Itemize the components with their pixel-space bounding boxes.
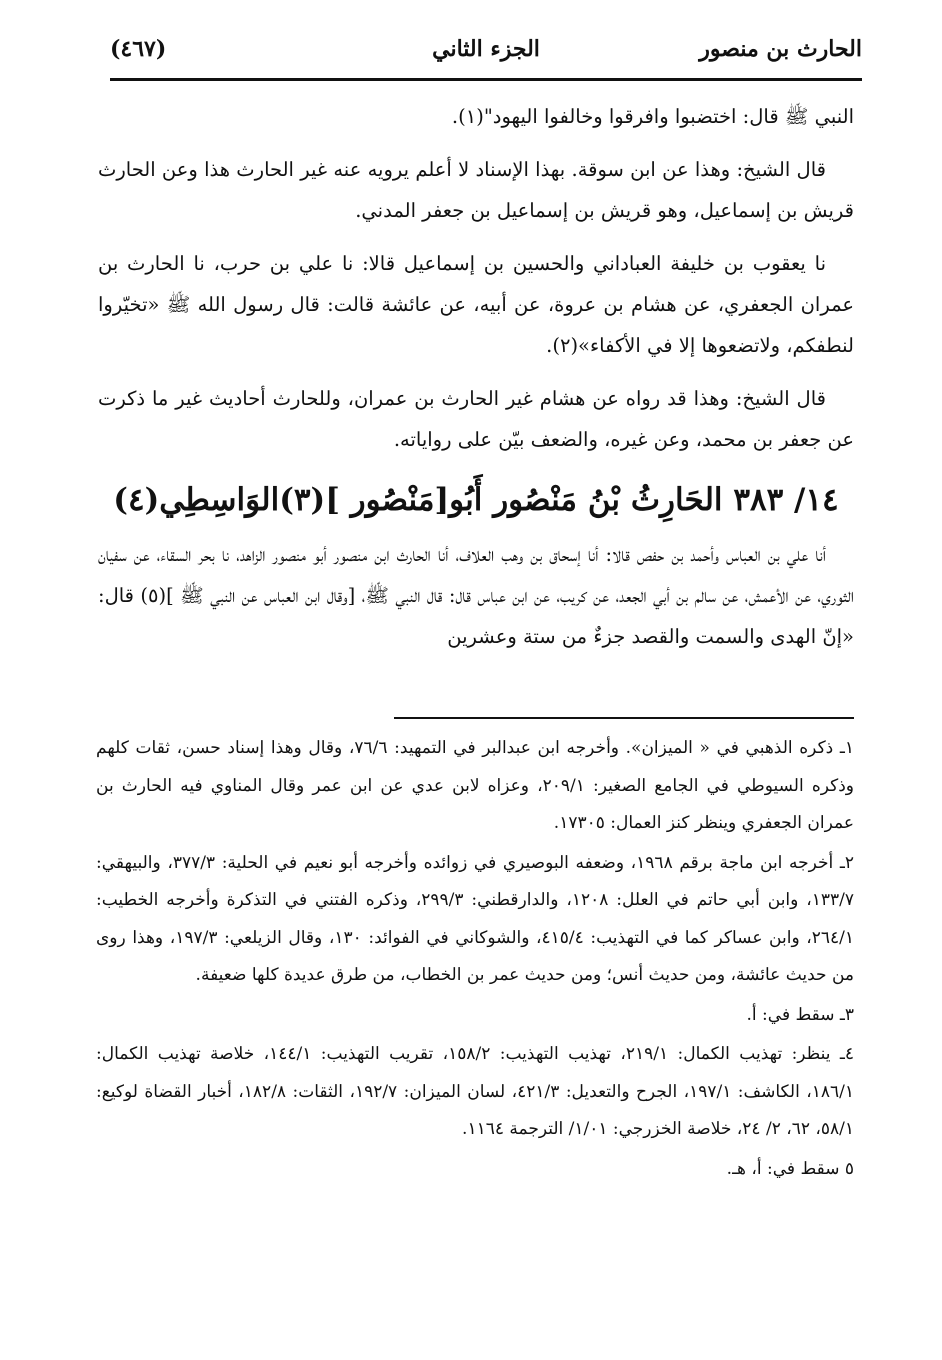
header-volume: الجزء الثاني: [432, 36, 540, 62]
footnote-1: ١ـ ذكره الذهبي في « الميزان». وأخرجه ابن عبدالبر في التمهيد: ٧٦/٦، وقال وهذا إسناد حسن، ثقات كلهم وذكره السيوطي في الجامع الصغير: ٢٠٩/١، وعزاه لابن عدي عن ابن عمر وقال المناوي فيه الحارث بن عمران الجعفري وينظر كنز العمال: ١٧٣٠٥.: [96, 738, 854, 833]
paragraph-2: قال الشيخ: وهذا عن ابن سوقة. بهذا الإسناد لا أعلم يرويه عنه غير الحارث هذا وعن الحارث قريش بن إسماعيل، وهو قريش بن إسماعيل بن جعفر المدني.: [98, 158, 854, 222]
footnotes: [96, 730, 854, 1190]
running-header: [110, 28, 862, 81]
paragraph-1: النبي ﷺ قال: اختضبوا وافرقوا وخالفوا اليهود"(١).: [451, 105, 854, 128]
entry-paragraph: أنا علي بن العباس وأحمد بن حفص قالا: أنا إسحاق بن وهب العلاف، أنا الحارث ابن منصور أبو منصور الزاهد، نا بحر السقاء، عن سفيان الثوري، عن الأعمش، عن سالم بن أبي الجعد، عن كريب، عن ابن عباس قال: قال النبي ﷺ، [وقال ابن العباس عن النبي ﷺ ](٥) قال: «إنّ الهدى والسمت والقصد جزءٌ من ستة وعشرين: [98, 543, 854, 648]
footnote-2: ٢ـ أخرجه ابن ماجة برقم ١٩٦٨، وضعفه البوصيري في زوائده وأخرجه أبو نعيم في الحلية: ٣٧٧/٣، والبيهقي: ١٣٣/٧، وابن أبي حاتم في العلل: ١٢٠٨، والدارقطني: ٢٩٩/٣، وذكره الفتني في التذكرة وأخرجه الخطيب: ٢٦٤/١، وابن عساكر كما في التهذيب: ٤١٥/٤، والشوكاني في الفوائد: ١٣٠، وقال الزيلعي: ١٩٧/٣، وهذا روى من حديث عائشة، ومن حديث أنس؛ ومن حديث عمر بن الخطاب، من طرق عديدة كلها ضعيفة.: [96, 852, 854, 985]
footnote-divider: [394, 717, 854, 719]
paragraph-3: نا يعقوب بن خليفة العباداني والحسين بن إسماعيل قالا: نا علي بن حرب، نا الحارث بن عمران الجعفري، عن هشام بن عروة، عن أبيه، عن عائشة قالت: قال رسول الله ﷺ «تخيّروا لنطفكم، ولاتضعوها إلا في الأكفاء»(٢).: [98, 252, 854, 357]
header-entry-name: الحارث بن منصور: [699, 36, 862, 62]
entry-heading: ١٤/ ٣٨٣ الحَارِثُ بْنُ مَنْصُور أَبُو[مَنْصُور ](٣)الوَاسِطِي(٤): [113, 482, 839, 518]
footnote-5: ٥ سقط في: أ، هـ.: [726, 1158, 854, 1179]
header-page-number: (٤٦٧): [110, 36, 167, 62]
footnote-3: ٣ـ سقط في: أ.: [746, 1004, 854, 1025]
paragraph-4: قال الشيخ: وهذا قد رواه عن هشام غير الحارث بن عمران، وللحارث أحاديث غير ما ذكرت عن جعفر بن محمد، وعن غيره، والضعف بيّن على رواياته.: [98, 387, 854, 451]
footnote-4: ٤ـ ينظر: تهذيب الكمال: ٢١٩/١، تهذيب التهذيب: ١٥٨/٢، تقريب التهذيب: ١٤٤/١، خلاصة تهذيب الكمال: ١٨٦/١، الكاشف: ١٩٧/١، الجرح والتعديل: ٤٢١/٣، لسان الميزان: ١٩٢/٧، الثقات: ١٨٢/٨، أخبار القضاة لوكيع: ٥٨/١، ٦٢، ٢/ ٢٤، خلاصة الخزرجي: ١/٠١/ الترجمة ١١٦٤.: [96, 1044, 854, 1139]
main-text: [98, 96, 854, 669]
